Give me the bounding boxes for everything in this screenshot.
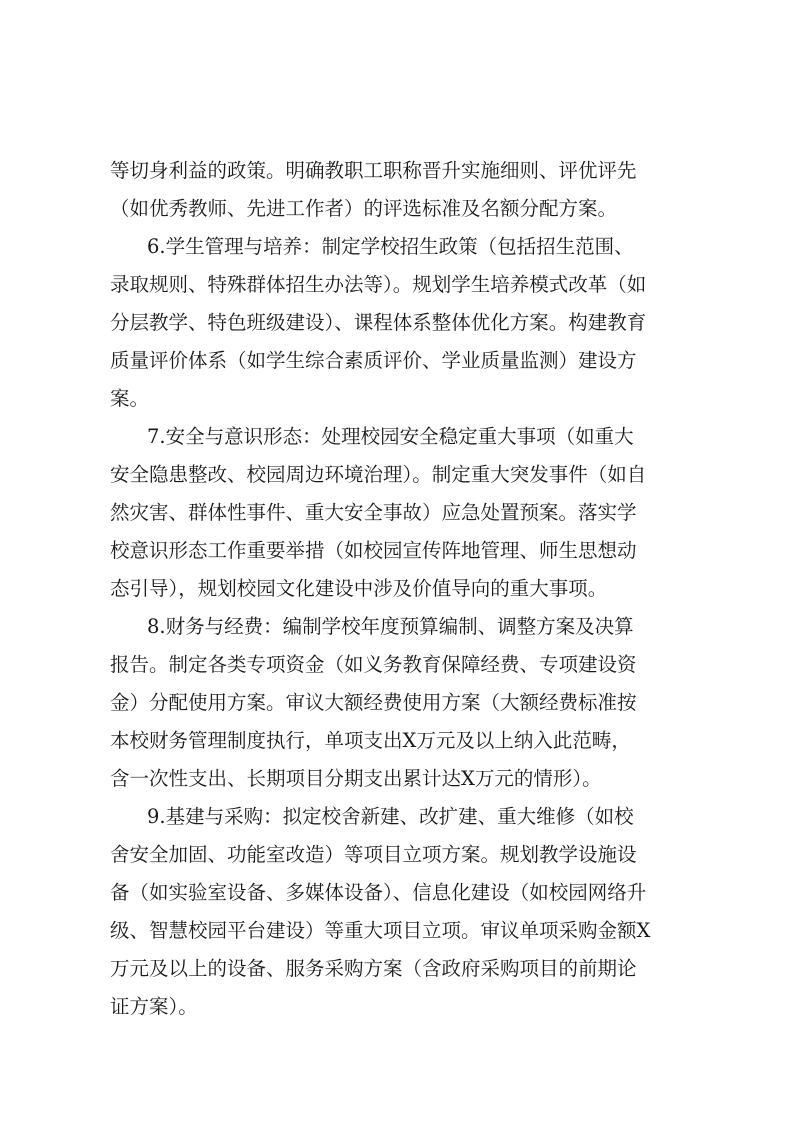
text-line: 级、智慧校园平台建设）等重大项目立项。审议单项采购金额X [110, 919, 651, 942]
text-line: 含一次性支出、长期项目分期支出累计达X万元的情形）。 [110, 767, 602, 790]
paragraph-6-start: 6.学生管理与培养：制定学校招生政策（包括招生范围、 [147, 235, 634, 258]
text-line: 报告。制定各类专项资金（如义务教育保障经费、专项建设资 [110, 653, 637, 676]
text-line: 案。 [110, 387, 150, 410]
text-line: 安全隐患整改、校园周边环境治理）。制定重大突发事件（如自 [110, 463, 647, 486]
text-line: 分层教学、特色班级建设）、课程体系整体优化方案。构建教育 [110, 311, 647, 334]
paragraph-7-start: 7.安全与意识形态：处理校园安全稳定重大事项（如重大 [147, 425, 634, 448]
text-line: （如优秀教师、先进工作者）的评选标准及名额分配方案。 [110, 197, 618, 220]
text-line: 校意识形态工作重要举措（如校园宣传阵地管理、师生思想动 [110, 539, 637, 562]
text-line: 态引导），规划校园文化建设中涉及价值导向的重大事项。 [110, 577, 608, 600]
paragraph-8-start: 8.财务与经费：编制学校年度预算编制、调整方案及决算 [147, 615, 634, 638]
text-line: 备（如实验室设备、多媒体设备）、信息化建设（如校园网络升 [110, 881, 647, 904]
text-line: 金）分配使用方案。审议大额经费使用方案（大额经费标准按 [110, 691, 637, 714]
text-line: 证方案）。 [110, 995, 198, 1018]
text-line: 舍安全加固、功能室改造）等项目立项方案。规划教学设施设 [110, 843, 637, 866]
text-line: 录取规则、特殊群体招生办法等）。规划学生培养模式改革（如 [110, 273, 647, 296]
paragraph-9-start: 9.基建与采购：拟定校舍新建、改扩建、重大维修（如校 [147, 805, 634, 828]
text-line: 然灾害、群体性事件、重大安全事故）应急处置预案。落实学 [110, 501, 637, 524]
text-line: 万元及以上的设备、服务采购方案（含政府采购项目的前期论 [110, 957, 637, 980]
text-line: 本校财务管理制度执行，单项支出X万元及以上纳入此范畴， [110, 729, 631, 752]
text-line: 质量评价体系（如学生综合素质评价、学业质量监测）建设方 [110, 349, 637, 372]
text-line: 等切身利益的政策。明确教职工职称晋升实施细则、评优评先 [110, 159, 637, 182]
